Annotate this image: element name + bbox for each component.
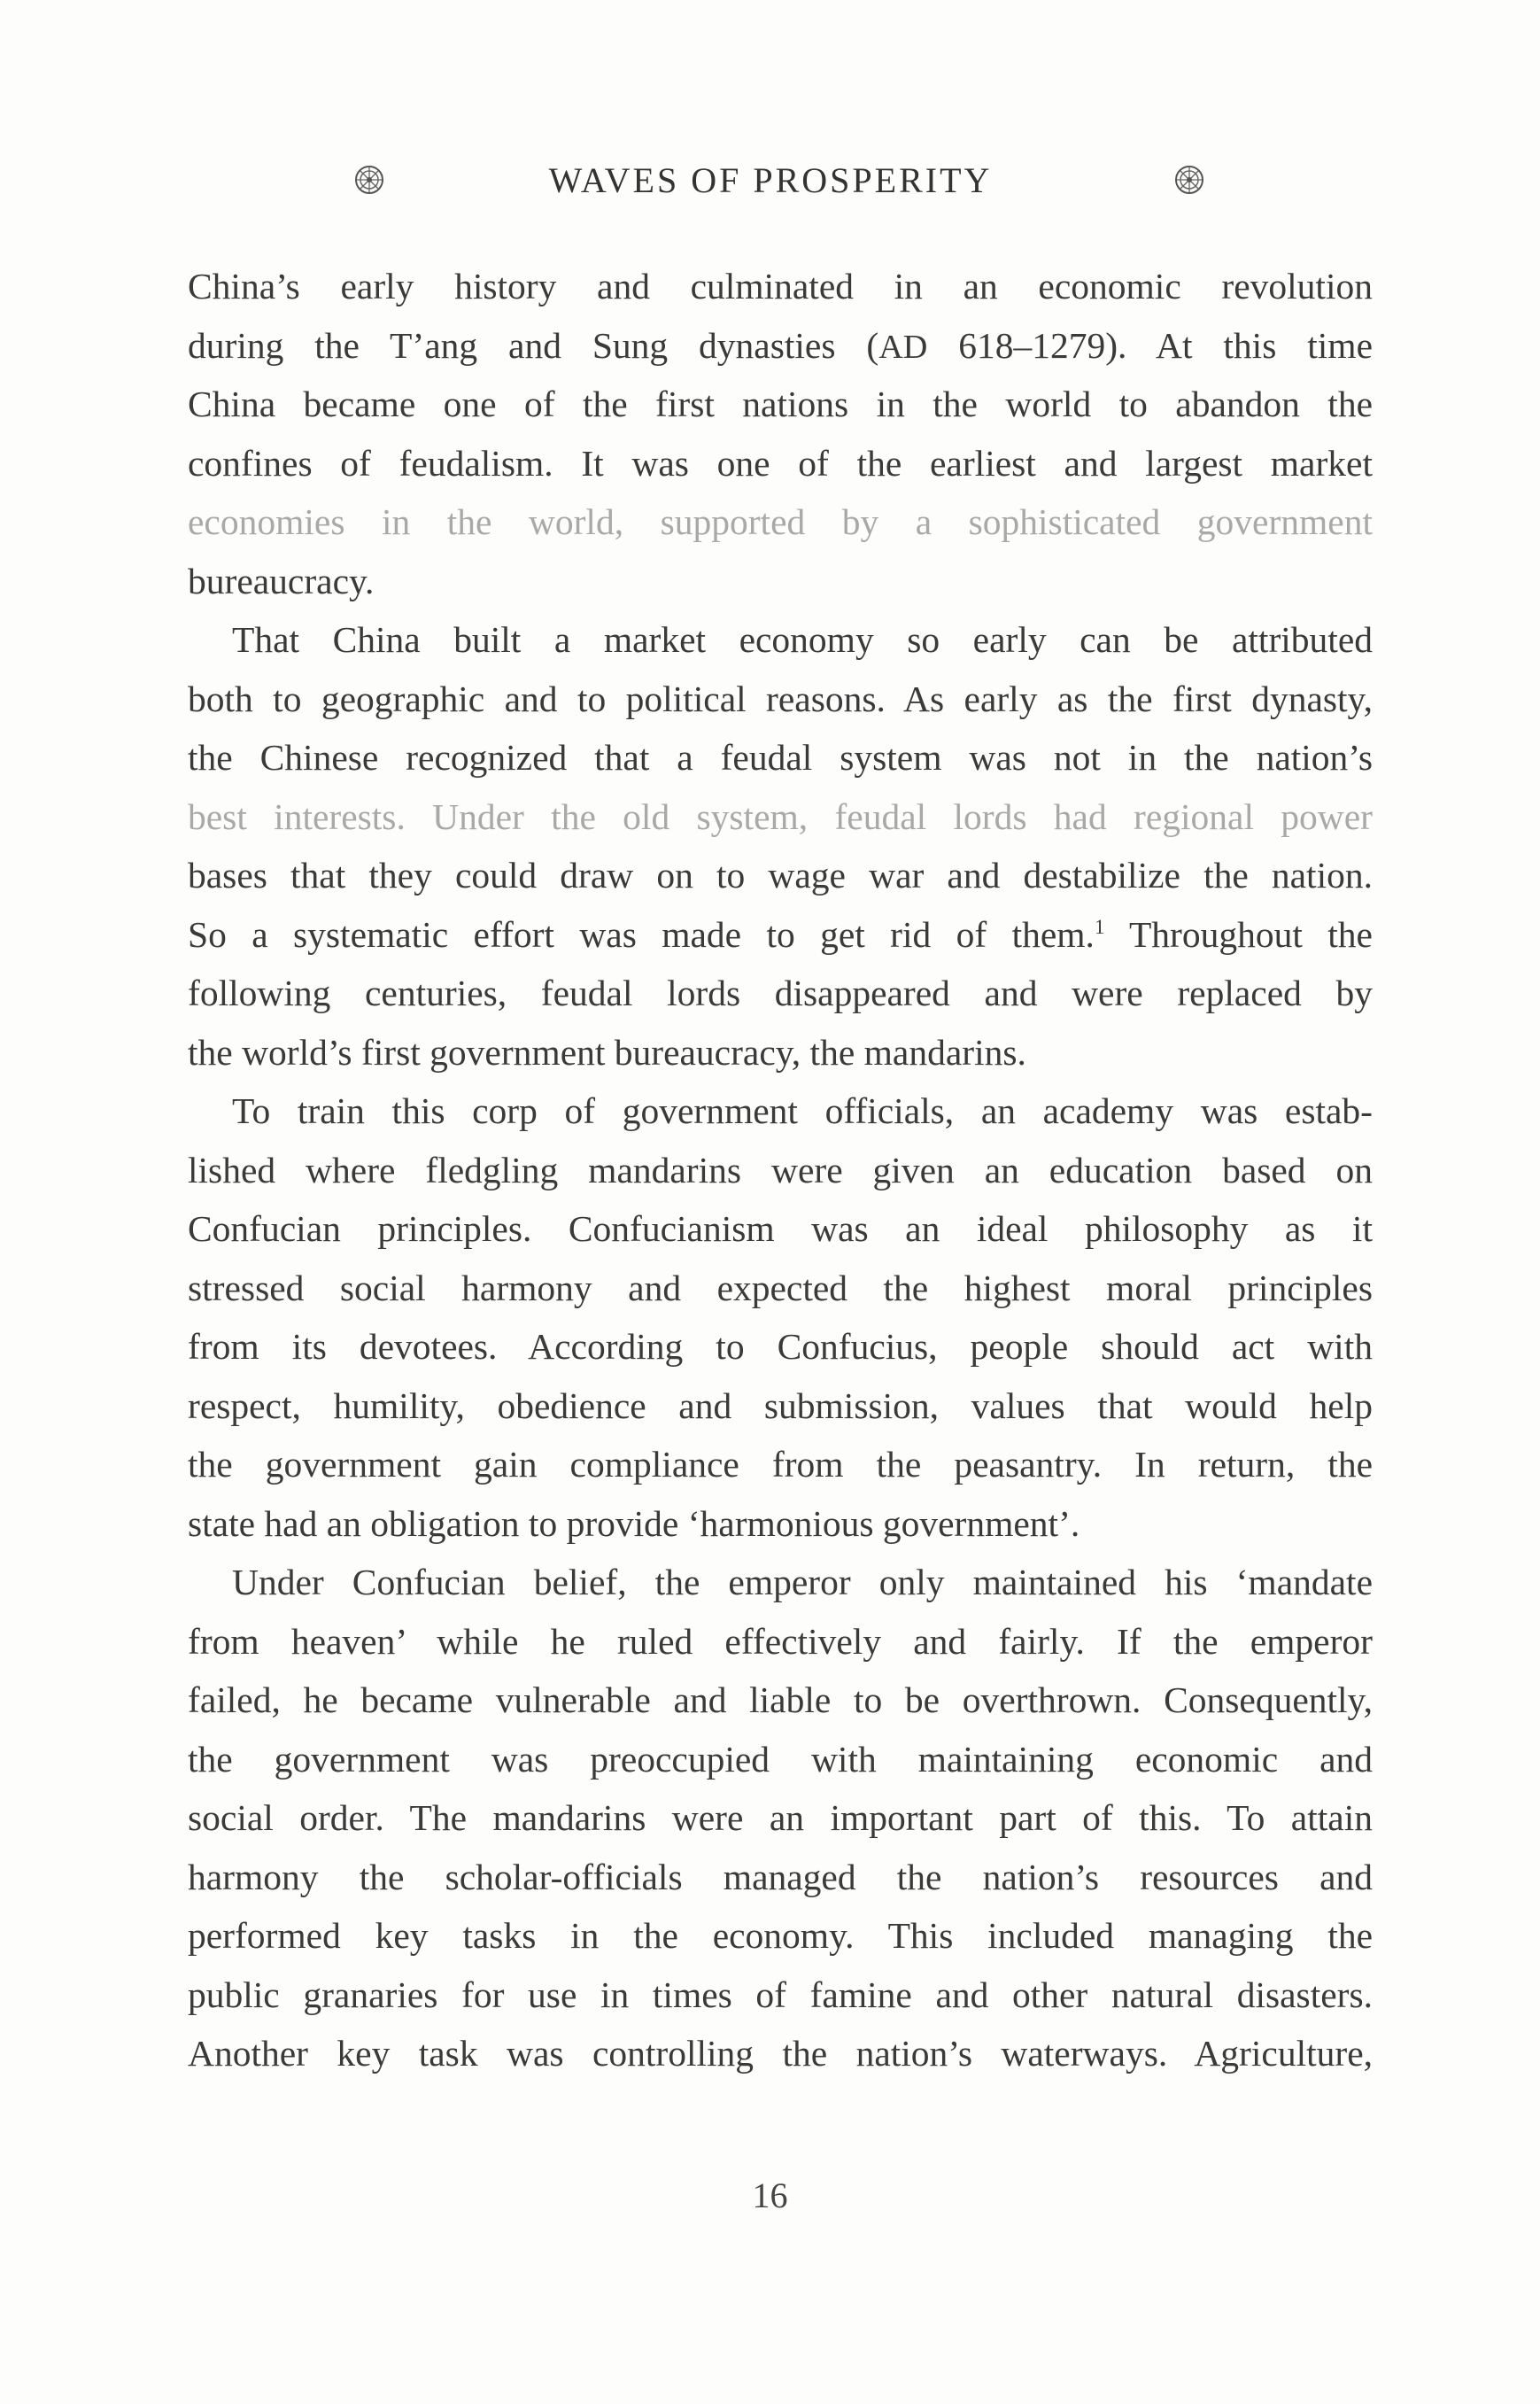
text-line: China’s early history and culminated in an economic revolution [188, 266, 1373, 306]
text-line: lished where fledgling mandarins were given an education based on [188, 1149, 1373, 1190]
text-line: during the T’ang and Sung dynasties (AD 618–1279). At this time [188, 324, 1373, 366]
rosette-icon [1174, 165, 1204, 195]
text-line: both to geographic and to political reasons. As early as the first dynasty, [188, 678, 1373, 719]
text-fragment: Throughout the [1104, 913, 1373, 955]
text-line: To train this corp of government officials, an academy was estab- [232, 1090, 1373, 1131]
text-line: from heaven’ while he ruled effectively and fairly. If the emperor [188, 1620, 1373, 1662]
text-line: bases that they could draw on to wage war and destabilize the nation. [188, 855, 1373, 896]
paragraph [188, 1082, 1373, 1553]
text-line: Under Confucian belief, the emperor only maintained his ‘mandate [232, 1562, 1373, 1602]
text-line: the government gain compliance from the peasantry. In return, the [188, 1444, 1373, 1485]
text-line: failed, he became vulnerable and liable to be overthrown. Consequently, [188, 1679, 1373, 1720]
text-line: state had an obligation to provide ‘harmonious government’. [188, 1502, 1080, 1544]
text-line: stressed social harmony and expected the highest moral principles [188, 1267, 1373, 1308]
rosette-icon [354, 165, 384, 195]
text-line: bureaucracy. [188, 560, 375, 601]
text-line: social order. The mandarins were an important part of this. To attain [188, 1797, 1373, 1838]
text-line: Another key task was controlling the nation’s waterways. Agriculture, [188, 2033, 1373, 2074]
text-line [188, 905, 1373, 965]
page-number: 16 [752, 2175, 788, 2215]
text-line: confines of feudalism. It was one of the earliest and largest market [188, 442, 1373, 484]
paragraph [188, 257, 1373, 610]
text-line: the government was preoccupied with maintaining economic and [188, 1738, 1373, 1780]
body-text [188, 257, 1373, 2083]
text-line: public granaries for use in times of famine and other natural disasters. [188, 1974, 1373, 2015]
text-line: performed key tasks in the economy. This included managing the [188, 1915, 1373, 1956]
running-head-title: WAVES OF PROSPERITY [548, 160, 993, 200]
running-header [0, 156, 1540, 209]
text-line: following centuries, feudal lords disappeared and were replaced by [188, 973, 1373, 1013]
text-line: China became one of the first nations in the world to abandon the [188, 384, 1373, 424]
text-fragment: So a systematic effort was made to get rid of them. [188, 913, 1095, 955]
paragraph [188, 1553, 1373, 2083]
text-line: best interests. Under the old system, feudal lords had regional power [188, 795, 1373, 837]
text-line: economies in the world, supported by a sophisticated government [188, 501, 1373, 542]
text-line: respect, humility, obedience and submission, values that would help [188, 1384, 1373, 1426]
paragraph [188, 610, 1373, 1082]
text-line: harmony the scholar-officials managed the nation’s resources and [188, 1856, 1373, 1897]
text-line: That China built a market economy so early can be attributed [232, 619, 1373, 660]
footnote-marker[interactable]: 1 [1094, 915, 1105, 938]
text-line: from its devotees. According to Confucius, people should act with [188, 1326, 1373, 1367]
text-line: the Chinese recognized that a feudal system was not in the nation’s [188, 737, 1373, 778]
text-line: Confucian principles. Confucianism was an ideal philosophy as it [188, 1208, 1373, 1249]
text-line: the world’s first government bureaucracy, the mandarins. [188, 1031, 1026, 1073]
